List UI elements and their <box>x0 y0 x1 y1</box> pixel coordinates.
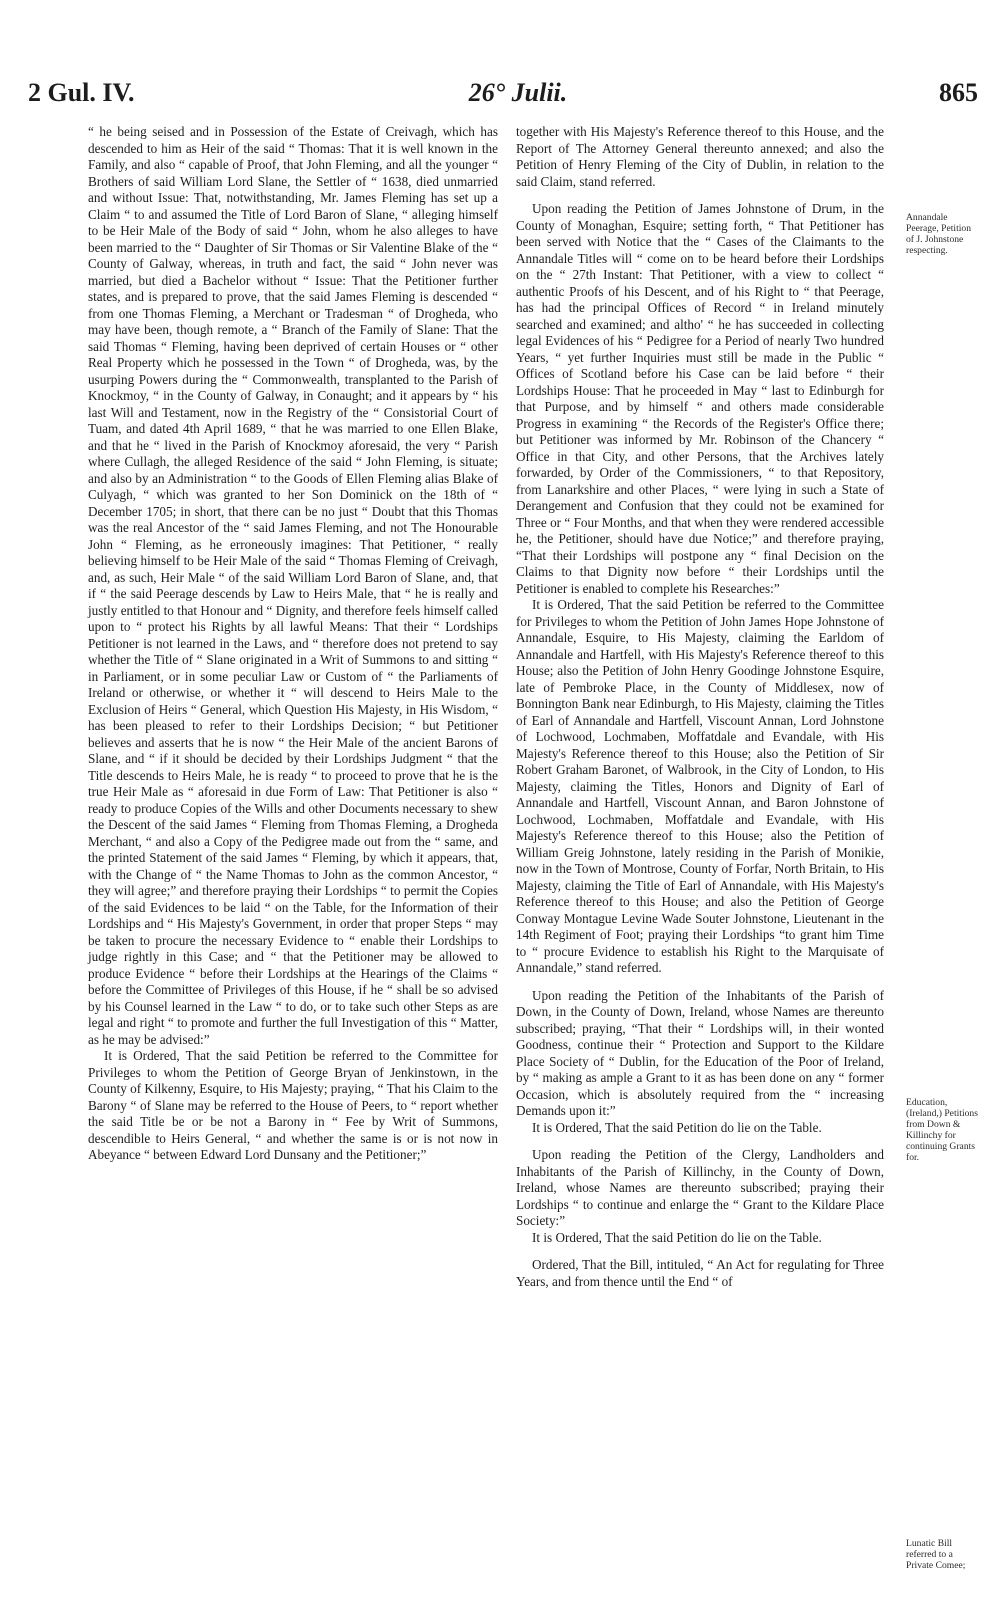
margin-note-lunatic-bill: Lunatic Bill referred to a Private Comee; <box>906 1538 966 1571</box>
page-header <box>28 78 978 118</box>
right-column <box>516 124 884 1290</box>
paragraph: “ he being seised and in Possession of the Estate of Creivagh, which has descended to him as Heir of the said “ Thomas: That it is well known in the Family, and also “ capable of Proof, that John Fleming, and all the younger “ Brothers of said William Lord Slane, the Settler of “ 1638, died unmarried and without Issue: That, notwithstanding, Mr. James Fleming has set up a Claim “ to and assumed the Title of Lord Baron of Slane, “ alleging himself to be Heir Male of the Body of said “ John, whom he also alleges to have been married to the “ Daughter of Sir Thomas or Sir Valentine Blake of the “ County of Galway, whereas, in truth and fact, the said “ John never was married, but died a Bachelor without “ Issue: That the Petitioner further states, and is prepared to prove, that the said James Fleming is descended “ from one Thomas Fleming, a Merchant or Tradesman “ of Drogheda, who may have been, though remote, a “ Branch of the Family of Slane: That the said Thomas “ Fleming, having been deprived of certain Houses or “ other Real Property which he possessed in the Town “ of Drogheda, was, by the usurping Powers during the “ Commonwealth, transplanted to the Parish of Knockmoy, “ in the County of Galway, in Conaught; and it appears by “ his last Will and Testament, now in the Registry of the “ Consistorial Court of Tuam, and dated 4th April 1689, “ that he was married to one Ellen Blake, and that he “ lived in the Parish of Knockmoy aforesaid, the very “ Parish where Cullagh, the alleged Residence of the said “ John Fleming, is situate; and also by an Administration “ to the Goods of Ellen Fleming alias Blake of Culyagh, “ which was granted to her Son Dominick on the 18th of “ December 1705; in short, that there can be no just “ Doubt that this Thomas was the real Ancestor of the “ said James Fleming, and not The Honourable John “ Fleming, as he erroneously imagines: That Petitioner, “ really believing himself to be Heir Male of the said “ Thomas Fleming of Creivagh, and, as such, Heir Male “ of the said William Lord Baron of Slane, and, that if “ the said Peerage descends by Law to Heirs Male, that “ he is really and justly entitled to that Honour and “ Dignity, and therefore feels himself called upon to “ protect his Rights by all lawful Means: That their “ Lordships Petitioner is not learned in the Laws, and “ therefore does not pretend to say whether the Title of “ Slane originated in a Writ of Summons to and sitting “ in Parliament, or in some peculiar Law or Custom of “ the Parliaments of Ireland or otherwise, or whether it “ will descend to Heirs Male to the Exclusion of Heirs “ General, which Question His Majesty, in His Wisdom, “ has been pleased to refer to their Lordships Decision; “ but Petitioner believes and asserts that he is now “ the Heir Male of the ancient Barons of Slane, and “ if it should be decided by their Lordships Judgment “ that the Title descends to Heirs Male, he is ready “ to proceed to prove that he is the true Heir Male as “ aforesaid in due Form of Law: That Petitioner is also “ ready to produce Copies of the Wills and other Documents necessary to shew the Descent of the said James “ Fleming from Thomas Fleming, a Drogheda Merchant, “ and also a Copy of the Pedigree made out from the “ same, and the printed Statement of the said James “ Fleming, by which it appears, that, with the Change of “ the Name Thomas to John as the common Ancestor, “ they will agree;” and therefore praying their Lordships “ to permit the Copies of the said Evidences to be laid “ on the Table, for the Information of their Lordships and “ His Majesty's Government, in order that proper Steps “ may be taken to procure the necessary Evidence to “ enable their Lordships to judge rightly in this Case; and “ that the Petitioner may be allowed to produce Evidence “ before their Lordships at the Hearings of the Claims “ before the Committee of Privileges of this House, if he “ shall be so advised by his Counsel learned in the Law “ to do, or to take such other Steps as are legal and right “ to promote and further the full Investigation of this “ Matter, as he may be advised:” <box>88 124 498 1047</box>
paragraph: Upon reading the Petition of James Johnstone of Drum, in the County of Monaghan, Esquire; setting forth, “ That Petitioner has been served with Notice that the “ Cases of the Claimants to the Annandale Titles will “ come on to be heard before their Lordships on the “ 27th Instant: That Petitioner, with a view to collect “ authentic Proofs of his Descent, and of his Right to “ that Peerage, has had the principal Offices of Record “ in Ireland minutely searched and examined; and altho' “ he has succeeded in collecting legal Evidences of his “ Pedigree for a Period of nearly Two hundred Years, “ yet further Inquiries must still be made in the Public “ Offices of Scotland before his Case can be laid before “ their Lordships House: That he proceeded in May “ last to Edinburgh for that Purpose, and by himself “ and others made considerable Progress in examining “ the Records of the Register's Office there; but Petitioner was informed by Mr. Robinson of the Chancery “ Office in that City, and other Persons, that the Archives lately forwarded, by Order of the Commissioners, “ to that Repository, from Lanarkshire and other Places, “ were lying in such a State of Derangement and Confusion that they could not be examined for Three or “ Four Months, and that when they were rendered accessible he, the Petitioner, should have due Notice;” and therefore praying, “That their Lordships will postpone any “ final Decision on the Claims to that Dignity now before “ their Lordships until the Petitioner is enabled to complete his Researches:” <box>516 201 884 596</box>
paragraph: Ordered, That the Bill, intituled, “ An Act for regulating for Three Years, and from thence until the End “ of <box>516 1257 884 1289</box>
page-number: 865 <box>939 78 978 107</box>
paragraph: It is Ordered, That the said Petition be referred to the Committee for Privileges to whom the Petition of John James Hope Johnstone of Annandale, Esquire, to His Majesty, claiming the Earldom of Annandale and Hartfell, with His Majesty's Reference thereof to this House; also the Petition of John Henry Goodinge Johnstone Esquire, late of Pembroke Place, in the County of Middlesex, now of Bonnington Bank near Edinburgh, to His Majesty, claiming the Titles of Earl of Annandale and Hartfell, Viscount Annan, Lord Johnstone of Lochwood, Lochmaben, Moffatdale and Evandale, with His Majesty's Reference thereof to this House; also the Petition of Sir Robert Graham Baronet, of Walbrook, in the City of London, to His Majesty, claiming the Titles, Honors and Dignity of Earl of Annandale and Hartfell, Viscount Annan, and Baron Johnstone of Lochwood, Lochmaben, Moffatdale and Evandale, with His Majesty's Reference thereof to this House; also the Petition of William Greig Johnstone, lately residing in the Parish of Monikie, now in the Town of Montrose, County of Forfar, North Britain, to His Majesty, claiming the Title of Earl of Annandale, with His Majesty's Reference thereof to this House; and also the Petition of George Conway Montague Levine Wade Souter Johnstone, Lieutenant in the 14th Regiment of Foot; praying their Lordships “to grant him Time to “ procure Evidence to establish his Right to the Marquisate of Annandale,” stand referred. <box>516 597 884 975</box>
paragraph: Upon reading the Petition of the Inhabitants of the Parish of Down, in the County of Down, Ireland, whose Names are thereunto subscribed; praying, “That their “ Lordships will, in their wonted Goodness, continue their “ Protection and Support to the Kildare Place Society of “ Dublin, for the Education of the Poor of Ireland, by “ making as ample a Grant to it as has been done on any “ former Occasion, which is absolutely required from the “ increasing Demands upon it:” <box>516 987 884 1118</box>
date-heading: 26° Julii. <box>468 78 568 107</box>
margin-note-education: Education, (Ireland,) Petitions from Down & Killinchy for continuing Grants for. <box>906 1097 978 1163</box>
left-column <box>88 124 498 1164</box>
paragraph: Upon reading the Petition of the Clergy, Landholders and Inhabitants of the Parish of Killinchy, in the County of Down, Ireland, whose Names are thereunto subscribed; praying their Lordships “ to continue and enlarge the “ Grant to the Kildare Place Society:” <box>516 1147 884 1228</box>
margin-note-annandale: Annandale Peerage, Petition of J. Johnstone respecting. <box>906 212 972 256</box>
paragraph: together with His Majesty's Reference thereof to this House, and the Report of The Attorney General thereunto annexed; and also the Petition of Henry Fleming of the City of Dublin, in relation to the said Claim, stand referred. <box>516 124 884 189</box>
paragraph: It is Ordered, That the said Petition do lie on the Table. <box>532 1119 822 1135</box>
paragraph: It is Ordered, That the said Petition be referred to the Committee for Privileges to whom the Petition of George Bryan of Jenkinstown, in the County of Kilkenny, Esquire, to His Majesty; praying, “ That his Claim to the Barony “ of Slane may be referred to the House of Peers, to “ report whether the said Title be or be not a Barony in “ Fee by Writ of Summons, descendible to Heirs General, “ and whether the same is or is not now in Abeyance “ between Edward Lord Dunsany and the Petitioner;” <box>88 1048 498 1162</box>
regnal-year: 2 Gul. IV. <box>28 78 135 107</box>
paragraph: It is Ordered, That the said Petition do lie on the Table. <box>532 1229 822 1245</box>
